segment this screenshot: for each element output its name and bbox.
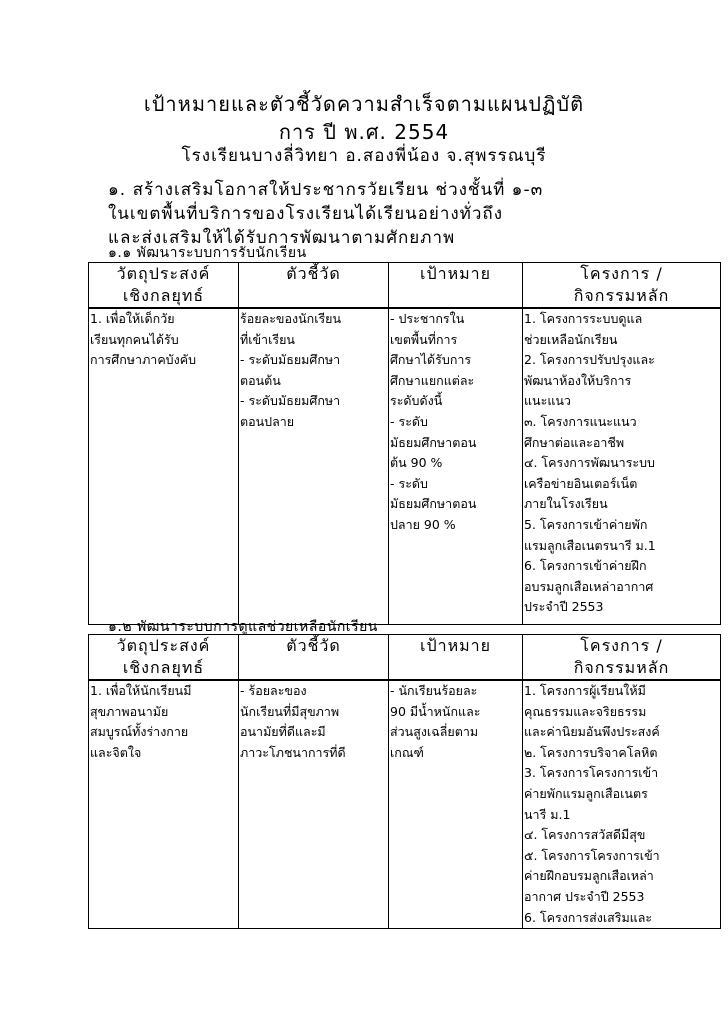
cell-project [523, 308, 721, 624]
section-heading-line2: ในเขตพื้นที่บริการของโรงเรียนได้เรียนอย่างทั่วถึง [108, 204, 504, 224]
cell-indicator [239, 308, 389, 624]
cell-indicator [239, 680, 389, 929]
text-line: เรียนทุกคนได้รับ [90, 331, 179, 347]
text-line: ๕. โครงการโครงการเข้า [524, 847, 660, 863]
text-line: 6. โครงการเข้าค่ายฝึก [524, 558, 647, 574]
text-line: 6. โครงการส่งเสริมและ [524, 909, 653, 925]
text-line: - ระดับมัธยมศึกษา [240, 352, 341, 368]
text-line: ๒. โครงการบริจาคโลหิต [524, 744, 658, 760]
doc-title-line1: เป้าหมายและตัวชี้วัดความสำเร็จตามแผนปฏิบัติ [143, 92, 585, 116]
header-objective [89, 635, 239, 681]
section-heading-line3: และส่งเสริมให้ได้รับการพัฒนาตามศักยภาพ [108, 228, 456, 248]
header-target [389, 263, 523, 309]
text-line: ค่ายฝึกอบรมลูกเสือเหล่า [524, 868, 654, 884]
text-line: อนามัยที่ดีและมี [240, 724, 326, 740]
text-line: ร้อยละของนักเรียน [240, 311, 342, 326]
text-line: ตัวชี้วัด [286, 636, 341, 655]
table-header-row [89, 635, 721, 681]
text-line: ประจำปี 2553 [524, 599, 604, 615]
cell-project [523, 680, 721, 929]
header-project [523, 263, 721, 309]
school-name: โรงเรียนบางลี่วิทยา อ.สองพี่น้อง จ.สุพรรณบุรี [181, 146, 547, 166]
text-line: 1. เพื่อให้นักเรียนมี [90, 683, 192, 698]
text-line: 3. โครงการโครงการเข้า [524, 765, 659, 781]
text-line: สุขภาพอนามัย [90, 703, 169, 719]
text-line: ๔. โครงการสวัสดีมีสุข [524, 827, 646, 843]
text-line: เครือข่ายอินเตอร์เน็ต [524, 475, 638, 491]
text-line: มัธยมศึกษาตอน [390, 434, 477, 450]
text-line: คุณธรรมและจริยธรรม [524, 703, 647, 719]
text-line: มัธยมศึกษาตอน [390, 496, 477, 512]
table-row [89, 680, 721, 929]
header-target [389, 635, 523, 681]
text-line: - นักเรียนร้อยละ [390, 683, 478, 698]
text-line: ตอนต้น [240, 372, 281, 388]
text-line: - ระดับ [390, 475, 428, 491]
subsection-heading-1: ๑.๑ พัฒนาระบบการรับนักเรียน [108, 245, 307, 261]
table-header-row [89, 263, 721, 309]
text-line: - ระดับ [390, 413, 428, 429]
text-line: นารี ม.1 [524, 806, 571, 822]
text-line: เชิงกลยุทธ์ [122, 286, 205, 305]
doc-title-line2: การ ปี พ.ศ. 2554 [278, 120, 450, 144]
cell-target [389, 308, 523, 624]
text-line: กิจกรรมหลัก [573, 286, 670, 305]
text-line: 90 มีน้ำหนักและ [390, 703, 481, 719]
text-line: - ร้อยละของ [240, 683, 307, 698]
text-line: แนะแนว [524, 393, 571, 409]
text-line: - ประชากรใน [390, 311, 465, 326]
section-heading-line1: ๑. สร้างเสริมโอกาสให้ประชากรวัยเรียน ช่วงชั้นที่ ๑-๓ [108, 180, 544, 200]
header-project [523, 635, 721, 681]
text-line: ค่ายพักแรมลูกเสือเนตร [524, 785, 648, 801]
text-line: ตอนปลาย [240, 413, 295, 429]
strategy-table-1 [88, 262, 721, 625]
text-line: เกณฑ์ [390, 744, 424, 760]
text-line: ตัวชี้วัด [286, 264, 341, 283]
text-line: ปลาย 90 % [390, 516, 456, 532]
cell-objective [89, 680, 239, 929]
text-line: 2. โครงการปรับปรุงและ [524, 352, 655, 368]
text-line: เขตพื้นที่การ [390, 331, 458, 347]
text-line: ศึกษาได้รับการ [390, 352, 472, 368]
header-indicator [239, 263, 389, 309]
header-objective [89, 263, 239, 309]
strategy-table-2 [88, 634, 721, 929]
text-line: โครงการ / [580, 636, 663, 655]
text-line: ศึกษาแยกแต่ละ [390, 372, 475, 388]
text-line: วัตถุประสงค์ [116, 264, 211, 283]
text-line: เป้าหมาย [419, 264, 492, 283]
text-line: ศึกษาต่อและอาชีพ [524, 434, 625, 450]
text-line: 5. โครงการเข้าค่ายพัก [524, 516, 648, 532]
table-row [89, 308, 721, 624]
text-line: วัตถุประสงค์ [116, 636, 211, 655]
text-line: และค่านิยมอันพึงประสงค์ [524, 724, 660, 740]
text-line: เป้าหมาย [419, 636, 492, 655]
cell-objective [89, 308, 239, 624]
text-line: 1. โครงการระบบดูแล [524, 311, 643, 326]
text-line: สมบูรณ์ทั้งร่างกาย [90, 724, 189, 740]
text-line: พัฒนาห้องให้บริการ [524, 372, 632, 388]
cell-target [389, 680, 523, 929]
text-line: ที่เข้าเรียน [240, 331, 295, 347]
text-line: แรมลูกเสือเนตรนารี ม.1 [524, 537, 656, 553]
text-line: ส่วนสูงเฉลี่ยตาม [390, 724, 479, 740]
text-line: อากาศ ประจำปี 2553 [524, 888, 645, 904]
text-line: ๔. โครงการพัฒนาระบบ [524, 455, 655, 471]
text-line: และจิตใจ [90, 744, 142, 760]
text-line: ภายในโรงเรียน [524, 496, 608, 512]
text-line: นักเรียนที่มีสุขภาพ [240, 703, 340, 719]
header-indicator [239, 635, 389, 681]
text-line: ช่วยเหลือนักเรียน [524, 331, 618, 347]
text-line: การศึกษาภาคบังคับ [90, 352, 197, 368]
subsection-heading-2: ๑.๒ พัฒนาระบบการดูแลช่วยเหลือนักเรียน [108, 619, 378, 635]
text-line: ต้น 90 % [390, 455, 443, 471]
text-line: - ระดับมัธยมศึกษา [240, 393, 341, 409]
text-line: ภาวะโภชนาการที่ดี [240, 744, 346, 760]
text-line: 1. เพื่อให้เด็กวัย [90, 311, 175, 326]
text-line: ระดับดังนี้ [390, 393, 443, 409]
text-line: อบรมลูกเสือเหล่าอากาศ [524, 578, 654, 594]
text-line: เชิงกลยุทธ์ [122, 658, 205, 677]
text-line: โครงการ / [580, 264, 663, 283]
text-line: กิจกรรมหลัก [573, 658, 670, 677]
text-line: 1. โครงการผู้เรียนให้มี [524, 683, 646, 698]
text-line: ๓. โครงการแนะแนว [524, 413, 637, 429]
